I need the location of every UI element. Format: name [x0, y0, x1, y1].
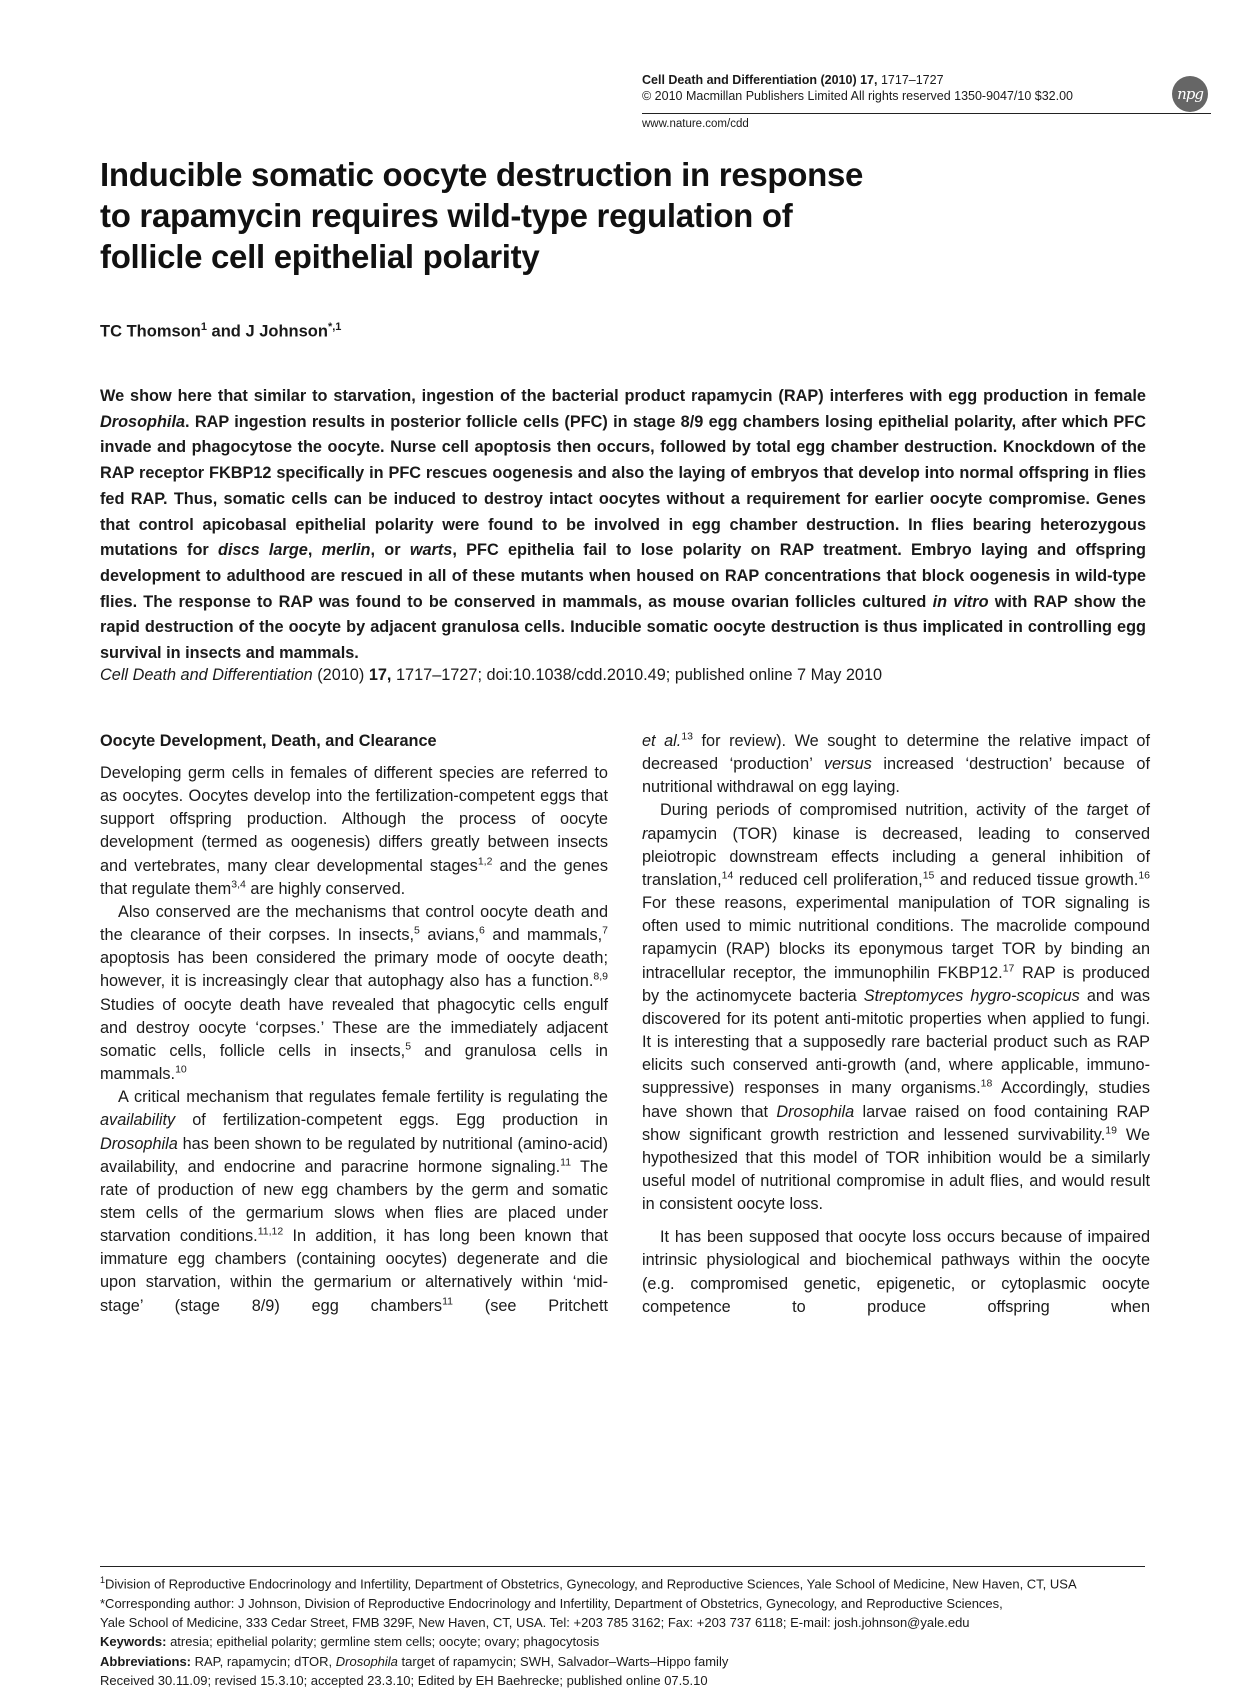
reference-sup[interactable]: 8,9 [593, 970, 608, 983]
citation-journal: Cell Death and Differentiation [100, 666, 313, 684]
abstract-gene: discs large [218, 541, 308, 560]
paragraph: During periods of compromised nutrition, activity of the target of rapamycin (TOR) kinase is decreased, leading to conserved pleiotropic downstream effects including a general inhibition of translation,$^{14}$ reduced cell proliferation,$^{15}$ and reduced tissue growth.$^{16}$ For these reasons, experimental manipulation of TOR signaling is often used to mimic nutritional conditions. The macrolide compound rapamycin (RAP) blocks its eponymous target TOR by binding an intracellular receptor, the immunophilin FKBP12.17 RAP is produced by the actinomycete bacteria Streptomyces hygro-scopicus and was discovered for its potent anti-mitotic properties when applied to fungi. It is interesting that a supposedly rare bacterial product such as RAP elicits such conserved anti-growth (and, where applicable, immuno-suppressive) responses in many organisms.$^{18}$ Accordingly, studies have shown that Drosophila larvae raised on food containing RAP show significant growth restriction and lessened survivability.$^{19}$ We hypothesized that this model of TOR inhibition would be a similarly useful model of nutritional compromise in adult flies, and would result in consistent oocyte loss. [642, 801, 1150, 1214]
citation-year: (2010) [312, 666, 369, 684]
footnote-rule [100, 1566, 1145, 1567]
reference-sup[interactable]: 19 [1105, 1124, 1117, 1137]
left-column [100, 730, 608, 1318]
reference-sup[interactable]: 1,2 [477, 855, 493, 868]
citation-volume: 17, [368, 666, 392, 684]
reference-sup[interactable]: 16 [1138, 869, 1150, 882]
corresponding-author-address: Yale School of Medicine, 333 Cedar Street, FMB 329F, New Haven, CT, USA. Tel: +203 785 3162; Fax: +203 737 6118; E-mail: josh.johnson@yale.edu [100, 1614, 970, 1630]
reference-sup[interactable]: 14 [721, 869, 734, 882]
abstract-text: . RAP ingestion results in posterior follicle cells (PFC) in stage 8/9 egg chambers losing epithelial polarity, after which PFC invade and phagocytose the oocyte. Nurse cell apoptosis then occurs, followed by total egg chamber destruction. Knockdown of the RAP receptor FKBP12 specifically in PFC rescues oogenesis and also the laying of embryos that develop into normal offspring in flies fed RAP. Thus, somatic cells can be induced to destroy intact oocytes without a requirement for earlier oocyte compromise. Genes that control apicobasal epithelial polarity were found to be involved in egg chamber destruction. In flies bearing heterozygous mutations for [100, 412, 1146, 560]
paragraph: A critical mechanism that regulates female fertility is regulating the availability of fertilization-competent eggs. Egg production in Drosophila has been shown to be regulated by nutritional (amino-acid) availability, and endocrine and paracrine hormone signaling.$^{11}$ The rate of production of new egg chambers by the germ and somatic stem cells of the germarium slows when flies are placed under starvation conditions.$^{11,12}$ In addition, it has long been known that immature egg chambers (containing oocytes) degenerate and die upon starvation, within the germarium or alternatively within ‘mid-stage’ (stage 8/9) egg chambers$^{11}$ (see Pritchett [100, 1088, 609, 1315]
article-title [100, 154, 1020, 277]
author-2: and J Johnson [206, 322, 328, 341]
copyright-line: © 2010 Macmillan Publishers Limited All rights reserved 1350-9047/10 $32.00 [642, 89, 1073, 103]
abstract-gene: warts [409, 541, 453, 560]
abstract-italic: Drosophila [100, 412, 186, 431]
reference-sup[interactable]: 10 [175, 1063, 187, 1076]
abstract-text: with RAP show the rapid destruction of the oocyte by adjacent granulosa cells. Inducible somatic oocyte destruction is thus implicated in controlling egg survival in insects and mammals. [100, 592, 1146, 663]
abstract-text: We show here that similar to starvation, ingestion of the bacterial product rapamycin (RAP) interferes with egg production in female [100, 387, 1146, 405]
received-dates: Received 30.11.09; revised 15.3.10; accepted 23.3.10; Edited by EH Baehrecke; published online 07.5.10 [100, 1672, 708, 1688]
header-rule [642, 113, 1211, 114]
abbreviations: Abbreviations: RAP, rapamycin; dTOR, Drosophila target of rapamycin; SWH, Salvador–Warts–Hippo family [100, 1653, 729, 1669]
abstract-text: , [307, 541, 322, 560]
abstract-text: , or [370, 541, 410, 560]
reference-sup[interactable]: 17 [1002, 962, 1015, 975]
reference-sup[interactable]: 3,4 [231, 878, 246, 891]
reference-sup[interactable]: 5 [414, 924, 420, 937]
journal-pages: 1717–1727 [877, 73, 944, 87]
journal-header [642, 72, 1122, 104]
abstract-gene: merlin [321, 541, 371, 560]
corresponding-author: *Corresponding author: J Johnson, Division of Reproductive Endocrinology and Infertility, Department of Obstetrics, Gynecology, and Reproductive Sciences, [100, 1595, 1003, 1611]
abstract-italic: in vitro [932, 592, 989, 611]
affiliation: $^1$Division of Reproductive Endocrinology and Infertility, Department of Obstetrics, Gynecology, and Reproductive Sciences, Yale School of Medicine, New Haven, CT, USA [100, 1575, 1077, 1592]
reference-sup[interactable]: 11,12 [257, 1225, 284, 1238]
paragraph: et al.$^{13}$ for review). We sought to determine the relative impact of decreased ‘production’ versus increased ‘destruction’ because of nutritional withdrawal on egg laying. [642, 730, 1150, 797]
footnotes [100, 1571, 1146, 1690]
citation-rest: 1717–1727; doi:10.1038/cdd.2010.49; published online 7 May 2010 [391, 666, 883, 684]
author-2-affiliation: *,1 [327, 321, 342, 333]
reference-sup[interactable]: 18 [980, 1077, 993, 1090]
paragraph: Also conserved are the mechanisms that control oocyte death and the clearance of their corpses. In insects,$^5$ avians,$^6$ and mammals,$^7$ apoptosis has been considered the primary mode of oocyte death; however, it is increasingly clear that autophagy also has a function.$^{8,9}$ Studies of oocyte death have revealed that phagocytic cells engulf and destroy oocyte ‘corpses.’ These are the immediately adjacent somatic cells, follicle cells in insects,$^5$ and granulosa cells in mammals.$^{10}$ [100, 902, 608, 1084]
title-line-1: Inducible somatic oocyte destruction in response [100, 156, 864, 193]
title-line-3: follicle cell epithelial polarity [100, 238, 540, 275]
journal-volume: 17, [860, 73, 878, 87]
keywords: Keywords: atresia; epithelial polarity; germline stem cells; oocyte; ovary; phagocytosis [100, 1634, 600, 1650]
reference-sup[interactable]: 7 [602, 924, 608, 937]
paragraph: It has been supposed that oocyte loss occurs because of impaired intrinsic physiological and biochemical pathways within the oocyte (e.g. compromised genetic, epigenetic, or cytoplasmic oocyte competence to produce offspring when [642, 1228, 1150, 1316]
paragraph: Developing germ cells in females of different species are referred to as oocytes. Oocytes develop into the fertilization-competent eggs that support offspring production. Although the process of oocyte development (termed as oogenesis) differs greatly between insects and vertebrates, many clear developmental stages$^{1,2}$ and the genes that regulate them$^{3,4}$ are highly conserved. [100, 764, 608, 898]
author-1: TC Thomson [100, 322, 201, 341]
abstract [100, 384, 1146, 667]
journal-name: Cell Death and Differentiation (2010) [642, 73, 861, 87]
journal-citation-line [642, 72, 1122, 88]
abstract-text: , PFC epithelia fail to lose polarity on RAP treatment. Embryo laying and offspring development to adulthood are rescued in all of these mutants when housed on RAP concentrations that block oogenesis in wild-type flies. The response to RAP was found to be conserved in mammals, as mouse ovarian follicles cultured [100, 541, 1146, 611]
reference-sup[interactable]: 6 [478, 924, 485, 937]
author-1-affiliation: 1 [200, 321, 207, 333]
author-list [100, 321, 341, 342]
title-line-2: to rapamycin requires wild-type regulation of [100, 197, 793, 234]
right-column [642, 730, 1150, 1319]
section-heading: Oocyte Development, Death, and Clearance [100, 732, 437, 750]
reference-sup[interactable]: 5 [405, 1040, 412, 1053]
article-citation [100, 664, 1146, 686]
npg-logo: npg [1172, 76, 1208, 112]
journal-url[interactable]: www.nature.com/cdd [642, 118, 749, 130]
reference-sup[interactable]: 11 [442, 1295, 453, 1308]
reference-sup[interactable]: 11 [560, 1156, 572, 1169]
reference-sup[interactable]: 13 [681, 730, 693, 743]
reference-sup[interactable]: 15 [922, 869, 935, 882]
